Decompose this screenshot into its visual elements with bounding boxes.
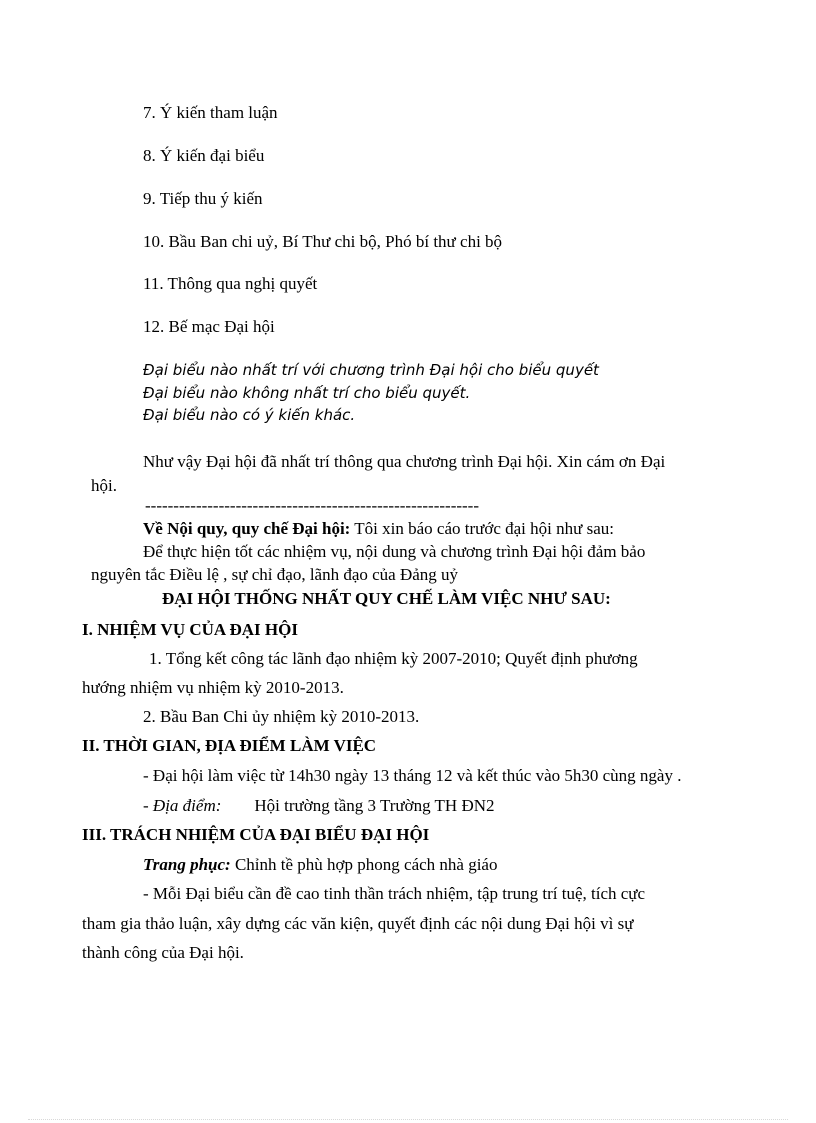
rules-paragraph-line-2: nguyên tắc Điều lệ , sự chỉ đạo, lãnh đạo của Đảng uỷ	[91, 565, 459, 584]
agenda-item-12: 12. Bế mạc Đại hội	[143, 317, 275, 336]
rules-label: Về Nội quy, quy chế Đại hội:	[143, 519, 351, 538]
dress-value: Chỉnh tề phù hợp phong cách nhà giáo	[230, 855, 498, 874]
closing-line-1: Như vậy Đại hội đã nhất trí thông qua chương trình Đại hội. Xin cám ơn Đại	[143, 452, 666, 471]
section-1-item-1-line-1: 1. Tổng kết công tác lãnh đạo nhiệm kỳ 2007-2010; Quyết định phương	[149, 649, 638, 668]
place-value: Hội trường tầng 3 Trường TH ĐN2	[254, 796, 495, 815]
section-3-dress	[143, 855, 497, 875]
section-2-place	[143, 796, 495, 816]
rules-paragraph-line-1: Để thực hiện tốt các nhiệm vụ, nội dung và chương trình Đại hội đảm bảo	[143, 542, 646, 561]
section-2-time: - Đại hội làm việc từ 14h30 ngày 13 tháng 12 và kết thúc vào 5h30 cùng ngày .	[143, 766, 682, 785]
section-3-duty-line-2: tham gia thảo luận, xây dựng các văn kiện, quyết định các nội dung Đại hội vì sự	[82, 914, 634, 933]
agenda-item-10: 10. Bầu Ban chi uỷ, Bí Thư chi bộ, Phó bí thư chi bộ	[143, 232, 503, 251]
section-2-title: II. THỜI GIAN, ĐỊA ĐIỂM LÀM VIỆC	[82, 736, 377, 755]
agenda-item-11: 11. Thông qua nghị quyết	[143, 274, 318, 293]
rules-text: Tôi xin báo cáo trước đại hội như sau:	[350, 519, 614, 538]
rules-heading: ĐẠI HỘI THỐNG NHẤT QUY CHẾ LÀM VIỆC NHƯ SAU:	[162, 589, 611, 608]
dress-label: Trang phục:	[143, 855, 231, 874]
section-3-duty-line-3: thành công của Đại hội.	[82, 943, 244, 962]
page-bottom-rule	[28, 1119, 788, 1120]
place-prefix: -	[143, 796, 153, 815]
place-label: Địa điểm:	[152, 796, 222, 815]
vote-prompt-agree: Đại biểu nào nhất trí với chương trình Đại hội cho biểu quyết	[143, 361, 599, 379]
agenda-item-9: 9. Tiếp thu ý kiến	[143, 189, 263, 208]
section-1-title: I. NHIỆM VỤ CỦA ĐẠI HỘI	[82, 620, 298, 639]
closing-line-2: hội.	[91, 476, 117, 495]
section-3-title: III. TRÁCH NHIỆM CỦA ĐẠI BIỂU ĐẠI HỘI	[82, 825, 430, 844]
section-3-duty-line-1: - Mỗi Đại biểu cần đề cao tinh thần trách nhiệm, tập trung trí tuệ, tích cực	[143, 884, 646, 903]
vote-prompt-other: Đại biểu nào có ý kiến khác.	[143, 406, 356, 424]
section-1-item-2: 2. Bầu Ban Chi ủy nhiệm kỳ 2010-2013.	[143, 707, 420, 726]
agenda-item-7: 7. Ý kiến tham luận	[143, 103, 278, 122]
separator-line: -----------------------------------------------------------	[145, 496, 480, 515]
rules-intro	[143, 519, 614, 539]
agenda-item-8: 8. Ý kiến đại biểu	[143, 146, 265, 165]
vote-prompt-disagree: Đại biểu nào không nhất trí cho biểu quyết.	[143, 384, 471, 402]
section-1-item-1-line-2: hướng nhiệm vụ nhiệm kỳ 2010-2013.	[82, 678, 344, 697]
